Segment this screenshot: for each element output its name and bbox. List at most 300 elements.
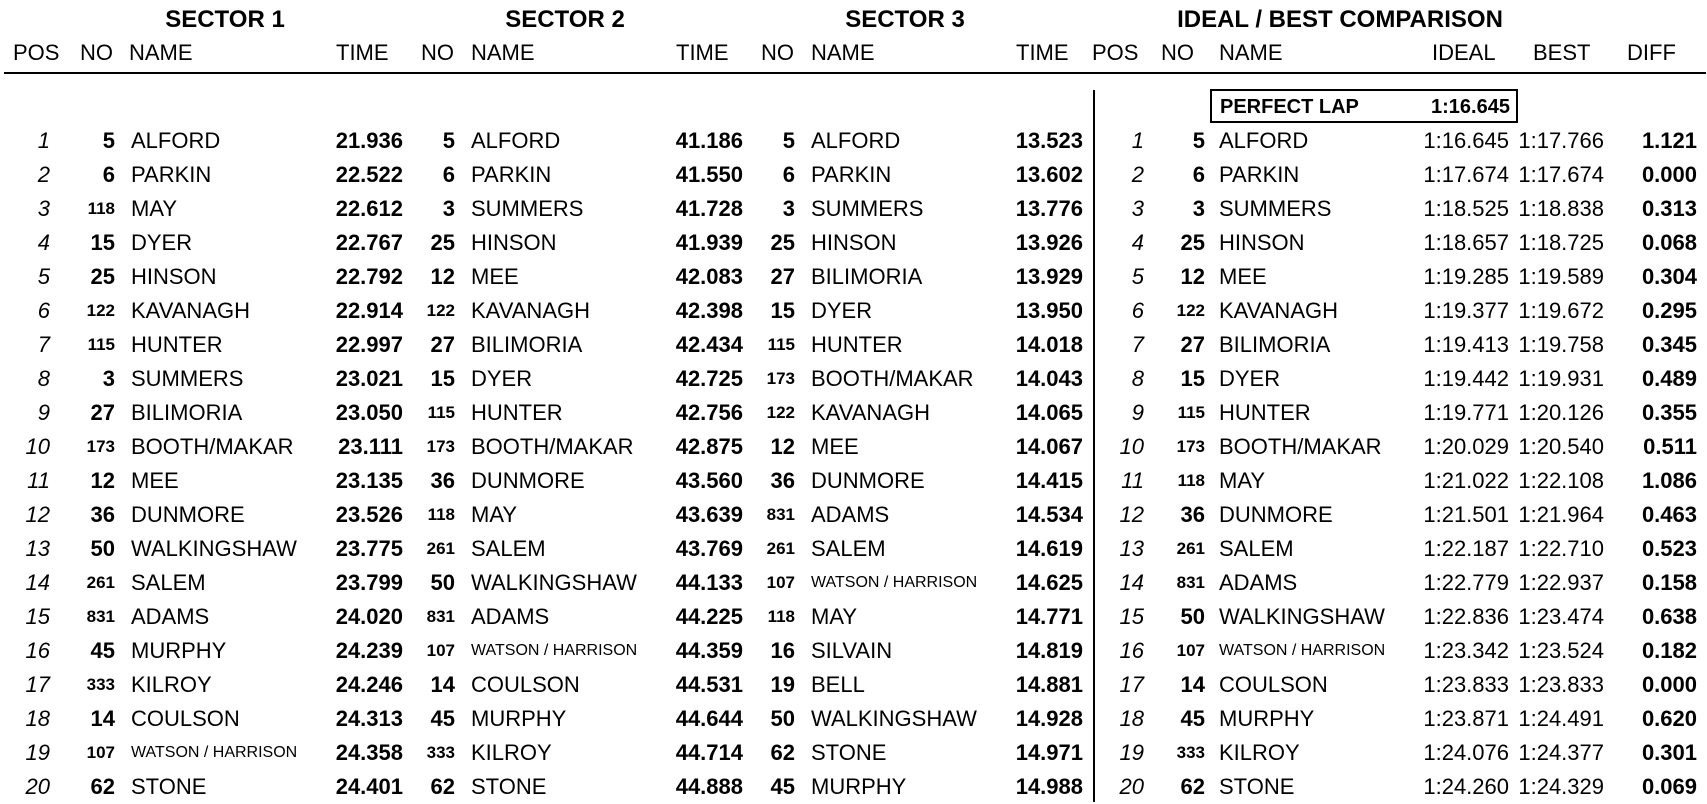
table-row bbox=[0, 226, 1707, 260]
table-row bbox=[0, 396, 1707, 430]
driver-name: WALKINGSHAW bbox=[1219, 604, 1385, 629]
driver-name: STONE bbox=[1219, 774, 1295, 799]
car-number: 831 bbox=[766, 505, 795, 524]
position: 3 bbox=[37, 196, 50, 221]
car-number: 107 bbox=[766, 573, 795, 592]
car-number: 25 bbox=[430, 230, 455, 255]
time-diff: 0.295 bbox=[1641, 298, 1697, 323]
sector-2-time: 44.888 bbox=[675, 774, 743, 799]
driver-name: PARKIN bbox=[131, 162, 212, 187]
driver-name: SUMMERS bbox=[131, 366, 244, 391]
table-row bbox=[0, 430, 1707, 464]
car-number: 62 bbox=[430, 774, 455, 799]
driver-name: PARKIN bbox=[471, 162, 552, 187]
driver-name: PARKIN bbox=[1219, 162, 1300, 187]
position: 20 bbox=[25, 774, 50, 799]
time-diff: 0.620 bbox=[1641, 706, 1697, 731]
driver-name: ADAMS bbox=[811, 502, 890, 527]
best-time: 1:19.672 bbox=[1518, 298, 1604, 323]
car-number: 6 bbox=[1192, 162, 1205, 187]
sector-2-time: 44.359 bbox=[675, 638, 743, 663]
driver-name: STONE bbox=[131, 774, 207, 799]
driver-name: ALFORD bbox=[1219, 128, 1309, 153]
sector-3-time: 14.065 bbox=[1015, 400, 1083, 425]
car-number: 12 bbox=[90, 468, 115, 493]
car-number: 45 bbox=[770, 774, 795, 799]
driver-name: BOOTH/MAKAR bbox=[471, 434, 634, 459]
position: 15 bbox=[1119, 604, 1144, 629]
car-number: 115 bbox=[767, 335, 795, 354]
car-number: 19 bbox=[770, 672, 795, 697]
best-time: 1:18.838 bbox=[1518, 196, 1604, 221]
table-row bbox=[0, 634, 1707, 668]
best-time: 1:24.377 bbox=[1518, 740, 1604, 765]
driver-name: MEE bbox=[131, 468, 179, 493]
car-number: 831 bbox=[1176, 573, 1205, 592]
ideal-time: 1:24.076 bbox=[1423, 740, 1509, 765]
position: 10 bbox=[1119, 434, 1144, 459]
header-rule bbox=[4, 72, 1706, 74]
position: 11 bbox=[27, 468, 50, 493]
car-number: 15 bbox=[1180, 366, 1205, 391]
ideal-time: 1:20.029 bbox=[1423, 434, 1509, 459]
driver-name: SUMMERS bbox=[1219, 196, 1332, 221]
driver-name: WATSON / HARRISON bbox=[471, 642, 638, 659]
position: 4 bbox=[37, 230, 50, 255]
car-number: 36 bbox=[90, 502, 115, 527]
driver-name: ADAMS bbox=[1219, 570, 1298, 595]
header-name: NAME bbox=[1219, 40, 1283, 65]
car-number: 25 bbox=[90, 264, 115, 289]
position: 10 bbox=[25, 434, 50, 459]
time-diff: 0.069 bbox=[1641, 774, 1697, 799]
car-number: 115 bbox=[87, 335, 115, 354]
ideal-time: 1:23.833 bbox=[1423, 672, 1509, 697]
driver-name: BILIMORIA bbox=[131, 400, 243, 425]
driver-name: KILROY bbox=[131, 672, 212, 697]
best-time: 1:19.589 bbox=[1518, 264, 1604, 289]
car-number: 118 bbox=[427, 505, 455, 524]
ideal-time: 1:24.260 bbox=[1423, 774, 1509, 799]
ideal-time: 1:18.525 bbox=[1423, 196, 1509, 221]
driver-name: KAVANAGH bbox=[471, 298, 590, 323]
driver-name: WATSON / HARRISON bbox=[811, 574, 978, 591]
sector-3-time: 14.625 bbox=[1015, 570, 1083, 595]
position: 14 bbox=[25, 570, 50, 595]
best-time: 1:20.126 bbox=[1518, 400, 1604, 425]
driver-name: KAVANAGH bbox=[1219, 298, 1338, 323]
driver-name: DYER bbox=[131, 230, 193, 255]
driver-name: MURPHY bbox=[1219, 706, 1315, 731]
driver-name: ADAMS bbox=[471, 604, 550, 629]
sector-3-time: 14.988 bbox=[1015, 774, 1083, 799]
ideal-time: 1:22.187 bbox=[1423, 536, 1509, 561]
sector-3-time: 14.067 bbox=[1015, 434, 1083, 459]
ideal-time: 1:22.779 bbox=[1423, 570, 1509, 595]
driver-name: DUNMORE bbox=[471, 468, 585, 493]
car-number: 118 bbox=[767, 607, 795, 626]
best-time: 1:23.524 bbox=[1518, 638, 1604, 663]
driver-name: BILIMORIA bbox=[1219, 332, 1331, 357]
driver-name: HINSON bbox=[131, 264, 217, 289]
driver-name: KAVANAGH bbox=[811, 400, 930, 425]
car-number: 118 bbox=[87, 199, 115, 218]
driver-name: MAY bbox=[1219, 468, 1266, 493]
table-row bbox=[0, 464, 1707, 498]
best-time: 1:23.474 bbox=[1518, 604, 1604, 629]
sector-1-time: 22.997 bbox=[335, 332, 403, 357]
time-diff: 0.304 bbox=[1641, 264, 1697, 289]
car-number: 15 bbox=[770, 298, 795, 323]
ideal-time: 1:19.377 bbox=[1423, 298, 1509, 323]
driver-name: PARKIN bbox=[811, 162, 892, 187]
car-number: 5 bbox=[442, 128, 455, 153]
sector-1-time: 22.914 bbox=[335, 298, 403, 323]
ideal-time: 1:19.771 bbox=[1423, 400, 1509, 425]
best-time: 1:20.540 bbox=[1518, 434, 1604, 459]
sector-3-time: 14.771 bbox=[1015, 604, 1083, 629]
header-no: NO bbox=[80, 40, 113, 65]
table-row bbox=[0, 498, 1707, 532]
sector-2-time: 41.186 bbox=[675, 128, 743, 153]
header-pos: POS bbox=[1092, 40, 1139, 65]
table-row bbox=[0, 702, 1707, 736]
sector-2-time: 44.714 bbox=[675, 740, 743, 765]
driver-name: STONE bbox=[811, 740, 887, 765]
position: 12 bbox=[25, 502, 50, 527]
position: 18 bbox=[1119, 706, 1144, 731]
position: 18 bbox=[25, 706, 50, 731]
position: 14 bbox=[1119, 570, 1144, 595]
car-number: 333 bbox=[426, 743, 455, 762]
sector-3-time: 14.415 bbox=[1015, 468, 1083, 493]
car-number: 36 bbox=[1180, 502, 1205, 527]
car-number: 122 bbox=[766, 403, 795, 422]
driver-name: ALFORD bbox=[131, 128, 221, 153]
ideal-time: 1:21.022 bbox=[1423, 468, 1509, 493]
sector-2-time: 42.875 bbox=[675, 434, 743, 459]
best-time: 1:17.674 bbox=[1518, 162, 1604, 187]
car-number: 50 bbox=[770, 706, 795, 731]
position: 4 bbox=[1131, 230, 1144, 255]
sector-3-time: 13.926 bbox=[1015, 230, 1083, 255]
car-number: 261 bbox=[86, 573, 115, 592]
car-number: 333 bbox=[1176, 743, 1205, 762]
sector-1-time: 24.246 bbox=[335, 672, 403, 697]
best-time: 1:17.766 bbox=[1518, 128, 1604, 153]
table-row bbox=[0, 736, 1707, 770]
driver-name: BELL bbox=[811, 672, 865, 697]
driver-name: MAY bbox=[811, 604, 858, 629]
table-row bbox=[0, 668, 1707, 702]
car-number: 36 bbox=[430, 468, 455, 493]
driver-name: SUMMERS bbox=[811, 196, 924, 221]
table-row bbox=[0, 566, 1707, 600]
time-diff: 0.489 bbox=[1641, 366, 1697, 391]
car-number: 62 bbox=[90, 774, 115, 799]
car-number: 5 bbox=[1192, 128, 1205, 153]
driver-name: COULSON bbox=[131, 706, 240, 731]
car-number: 831 bbox=[426, 607, 455, 626]
position: 5 bbox=[1131, 264, 1144, 289]
driver-name: SALEM bbox=[811, 536, 886, 561]
car-number: 6 bbox=[102, 162, 115, 187]
best-time: 1:19.758 bbox=[1518, 332, 1604, 357]
table-row bbox=[0, 600, 1707, 634]
car-number: 6 bbox=[442, 162, 455, 187]
car-number: 122 bbox=[426, 301, 455, 320]
position: 6 bbox=[37, 298, 50, 323]
ideal-time: 1:17.674 bbox=[1423, 162, 1509, 187]
time-diff: 0.158 bbox=[1641, 570, 1697, 595]
driver-name: KILROY bbox=[1219, 740, 1300, 765]
car-number: 3 bbox=[102, 366, 115, 391]
driver-name: HUNTER bbox=[811, 332, 903, 357]
sector-1-time: 24.358 bbox=[335, 740, 403, 765]
header-time: TIME bbox=[336, 40, 389, 65]
ideal-best-title: IDEAL / BEST COMPARISON bbox=[1177, 6, 1503, 33]
sector-2-time: 42.756 bbox=[675, 400, 743, 425]
time-diff: 0.355 bbox=[1641, 400, 1697, 425]
driver-name: WALKINGSHAW bbox=[131, 536, 297, 561]
driver-name: MURPHY bbox=[131, 638, 227, 663]
position: 8 bbox=[1131, 366, 1144, 391]
car-number: 27 bbox=[430, 332, 455, 357]
driver-name: MURPHY bbox=[471, 706, 567, 731]
sector-1-time: 23.799 bbox=[335, 570, 403, 595]
car-number: 27 bbox=[1180, 332, 1205, 357]
perfect-lap-time: 1:16.645 bbox=[1431, 96, 1510, 118]
car-number: 107 bbox=[426, 641, 455, 660]
car-number: 261 bbox=[1176, 539, 1205, 558]
car-number: 15 bbox=[430, 366, 455, 391]
car-number: 3 bbox=[782, 196, 795, 221]
position: 3 bbox=[1131, 196, 1144, 221]
header-time: TIME bbox=[676, 40, 729, 65]
sector-3-time: 14.971 bbox=[1015, 740, 1083, 765]
time-diff: 0.463 bbox=[1641, 502, 1697, 527]
position: 19 bbox=[25, 740, 50, 765]
car-number: 14 bbox=[1180, 672, 1205, 697]
position: 6 bbox=[1131, 298, 1144, 323]
sector-1-time: 24.401 bbox=[335, 774, 403, 799]
ideal-time: 1:22.836 bbox=[1423, 604, 1509, 629]
position: 17 bbox=[1119, 672, 1144, 697]
car-number: 14 bbox=[430, 672, 455, 697]
car-number: 45 bbox=[90, 638, 115, 663]
ideal-time: 1:21.501 bbox=[1423, 502, 1509, 527]
driver-name: BOOTH/MAKAR bbox=[811, 366, 974, 391]
car-number: 261 bbox=[766, 539, 795, 558]
sector-1-time: 22.522 bbox=[335, 162, 403, 187]
car-number: 15 bbox=[90, 230, 115, 255]
table-row bbox=[0, 362, 1707, 396]
ideal-time: 1:19.285 bbox=[1423, 264, 1509, 289]
sector-2-time: 44.225 bbox=[675, 604, 743, 629]
car-number: 14 bbox=[90, 706, 115, 731]
sector-1-title: SECTOR 1 bbox=[165, 6, 285, 33]
driver-name: BOOTH/MAKAR bbox=[131, 434, 294, 459]
position: 1 bbox=[1131, 128, 1144, 153]
time-diff: 0.068 bbox=[1641, 230, 1697, 255]
best-time: 1:22.108 bbox=[1518, 468, 1604, 493]
table-row bbox=[0, 158, 1707, 192]
best-time: 1:24.491 bbox=[1518, 706, 1604, 731]
sector-3-time: 14.928 bbox=[1015, 706, 1083, 731]
sector-1-time: 23.526 bbox=[335, 502, 403, 527]
car-number: 45 bbox=[1180, 706, 1205, 731]
sector-2-title: SECTOR 2 bbox=[505, 6, 625, 33]
position: 11 bbox=[1121, 468, 1144, 493]
position: 1 bbox=[37, 128, 50, 153]
position: 7 bbox=[1131, 332, 1144, 357]
sector-2-time: 41.939 bbox=[675, 230, 743, 255]
ideal-time: 1:23.871 bbox=[1423, 706, 1509, 731]
table-row bbox=[0, 192, 1707, 226]
sector-2-time: 42.725 bbox=[675, 366, 743, 391]
car-number: 16 bbox=[770, 638, 795, 663]
driver-name: COULSON bbox=[1219, 672, 1328, 697]
driver-name: ALFORD bbox=[811, 128, 901, 153]
sector-1-time: 23.021 bbox=[335, 366, 403, 391]
position: 9 bbox=[1131, 400, 1144, 425]
table-row bbox=[0, 328, 1707, 362]
car-number: 107 bbox=[86, 743, 115, 762]
car-number: 5 bbox=[102, 128, 115, 153]
driver-name: HINSON bbox=[471, 230, 557, 255]
car-number: 173 bbox=[1176, 437, 1205, 456]
car-number: 6 bbox=[782, 162, 795, 187]
time-diff: 0.000 bbox=[1641, 672, 1697, 697]
header-pos: POS bbox=[13, 40, 60, 65]
car-number: 5 bbox=[782, 128, 795, 153]
driver-name: MEE bbox=[1219, 264, 1267, 289]
header-name: NAME bbox=[811, 40, 875, 65]
time-diff: 1.086 bbox=[1641, 468, 1697, 493]
car-number: 261 bbox=[426, 539, 455, 558]
driver-name: DUNMORE bbox=[131, 502, 245, 527]
car-number: 50 bbox=[90, 536, 115, 561]
ideal-time: 1:23.342 bbox=[1423, 638, 1509, 663]
best-time: 1:19.931 bbox=[1518, 366, 1604, 391]
table-row bbox=[0, 260, 1707, 294]
sector-2-time: 44.133 bbox=[675, 570, 743, 595]
sector-3-time: 13.523 bbox=[1015, 128, 1083, 153]
driver-name: BILIMORIA bbox=[811, 264, 923, 289]
car-number: 25 bbox=[1180, 230, 1205, 255]
ideal-time: 1:18.657 bbox=[1423, 230, 1509, 255]
sector-3-time: 14.018 bbox=[1015, 332, 1083, 357]
header-time: TIME bbox=[1016, 40, 1069, 65]
sector-1-time: 22.792 bbox=[335, 264, 403, 289]
best-time: 1:21.964 bbox=[1518, 502, 1604, 527]
position: 12 bbox=[1119, 502, 1144, 527]
driver-name: DUNMORE bbox=[811, 468, 925, 493]
sector-3-time: 14.819 bbox=[1015, 638, 1083, 663]
car-number: 50 bbox=[1180, 604, 1205, 629]
sector-1-time: 24.020 bbox=[335, 604, 403, 629]
table-row bbox=[0, 532, 1707, 566]
driver-name: DYER bbox=[811, 298, 873, 323]
position: 13 bbox=[1119, 536, 1144, 561]
car-number: 3 bbox=[442, 196, 455, 221]
position: 19 bbox=[1119, 740, 1144, 765]
position: 16 bbox=[1119, 638, 1144, 663]
sector-2-time: 41.550 bbox=[675, 162, 743, 187]
driver-name: KAVANAGH bbox=[131, 298, 250, 323]
time-diff: 0.523 bbox=[1641, 536, 1697, 561]
driver-name: BOOTH/MAKAR bbox=[1219, 434, 1382, 459]
sector-1-time: 24.239 bbox=[335, 638, 403, 663]
driver-name: MAY bbox=[131, 196, 178, 221]
sector-1-time: 22.612 bbox=[335, 196, 403, 221]
driver-name: HINSON bbox=[1219, 230, 1305, 255]
sector-1-time: 21.936 bbox=[335, 128, 403, 153]
sector-2-time: 42.083 bbox=[675, 264, 743, 289]
sector-3-time: 13.602 bbox=[1015, 162, 1083, 187]
driver-name: KILROY bbox=[471, 740, 552, 765]
driver-name: BILIMORIA bbox=[471, 332, 583, 357]
time-diff: 0.313 bbox=[1641, 196, 1697, 221]
driver-name: DYER bbox=[1219, 366, 1281, 391]
sector-2-time: 41.728 bbox=[675, 196, 743, 221]
driver-name: STONE bbox=[471, 774, 547, 799]
driver-name: MEE bbox=[811, 434, 859, 459]
car-number: 115 bbox=[427, 403, 455, 422]
time-diff: 0.511 bbox=[1643, 434, 1697, 459]
ideal-time: 1:19.442 bbox=[1423, 366, 1509, 391]
header-best: BEST bbox=[1533, 40, 1591, 65]
sector-2-time: 43.560 bbox=[675, 468, 743, 493]
sector-3-time: 13.929 bbox=[1015, 264, 1083, 289]
sector-1-time: 22.767 bbox=[335, 230, 403, 255]
driver-name: MEE bbox=[471, 264, 519, 289]
car-number: 3 bbox=[1192, 196, 1205, 221]
driver-name: HUNTER bbox=[471, 400, 563, 425]
car-number: 115 bbox=[1177, 403, 1205, 422]
position: 2 bbox=[37, 162, 50, 187]
driver-name: MURPHY bbox=[811, 774, 907, 799]
sector-1-time: 23.135 bbox=[335, 468, 403, 493]
position: 17 bbox=[25, 672, 50, 697]
driver-name: DUNMORE bbox=[1219, 502, 1333, 527]
best-time: 1:22.937 bbox=[1518, 570, 1604, 595]
car-number: 173 bbox=[766, 369, 795, 388]
car-number: 122 bbox=[86, 301, 115, 320]
sector-1-time: 24.313 bbox=[335, 706, 403, 731]
car-number: 173 bbox=[426, 437, 455, 456]
time-diff: 0.000 bbox=[1641, 162, 1697, 187]
car-number: 36 bbox=[770, 468, 795, 493]
driver-name: DYER bbox=[471, 366, 533, 391]
position: 9 bbox=[37, 400, 50, 425]
sector-2-time: 42.398 bbox=[675, 298, 743, 323]
driver-name: WATSON / HARRISON bbox=[1219, 642, 1386, 659]
sector-3-time: 14.881 bbox=[1015, 672, 1083, 697]
perfect-lap-box bbox=[1210, 89, 1518, 123]
driver-name: WALKINGSHAW bbox=[471, 570, 637, 595]
perfect-lap-label: PERFECT LAP bbox=[1220, 96, 1359, 118]
sector-2-time: 43.769 bbox=[675, 536, 743, 561]
driver-name: HUNTER bbox=[131, 332, 223, 357]
ideal-time: 1:19.413 bbox=[1423, 332, 1509, 357]
header-no: NO bbox=[421, 40, 454, 65]
position: 13 bbox=[25, 536, 50, 561]
driver-name: ALFORD bbox=[471, 128, 561, 153]
sector-2-time: 42.434 bbox=[675, 332, 743, 357]
time-diff: 0.182 bbox=[1641, 638, 1697, 663]
sector-3-time: 14.534 bbox=[1015, 502, 1083, 527]
